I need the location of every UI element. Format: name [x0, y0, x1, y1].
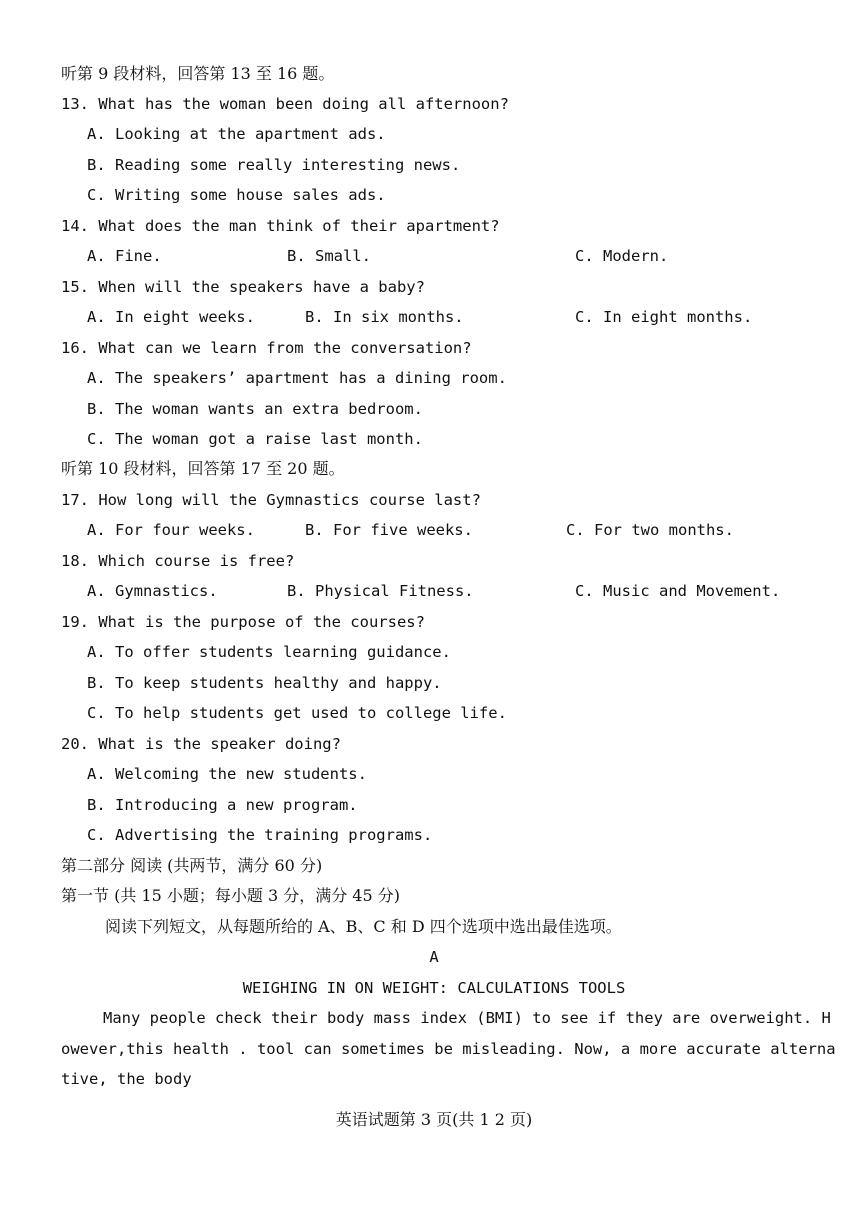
question-20-option-b: B. Introducing a new program. — [87, 796, 358, 814]
question-20-stem: 20. What is the speaker doing? — [61, 735, 341, 753]
passage-line-2: owever,this health . tool can sometimes be misleading. Now, a more accurate alterna — [61, 1040, 836, 1058]
question-16-stem: 16. What can we learn from the conversation? — [61, 339, 472, 357]
question-14-stem: 14. What does the man think of their apartment? — [61, 217, 500, 235]
question-15-option-b: B. In six months. — [305, 308, 464, 326]
reading-instructions: 阅读下列短文，从每题所给的 A、B、C 和 D 四个选项中选出最佳选项。 — [105, 917, 622, 936]
question-16-option-c: C. The woman got a raise last month. — [87, 430, 423, 448]
question-20-option-a: A. Welcoming the new students. — [87, 765, 367, 783]
question-17-option-a: A. For four weeks. — [87, 521, 255, 539]
section-10-header: 听第 10 段材料，回答第 17 至 20 题。 — [61, 459, 345, 478]
question-19-option-c: C. To help students get used to college life. — [87, 704, 507, 722]
question-16-option-b: B. The woman wants an extra bedroom. — [87, 400, 423, 418]
question-19-option-a: A. To offer students learning guidance. — [87, 643, 451, 661]
question-17-option-b: B. For five weeks. — [305, 521, 473, 539]
question-18-option-a: A. Gymnastics. — [87, 582, 218, 600]
question-14-option-b: B. Small. — [287, 247, 371, 265]
question-13-option-a: A. Looking at the apartment ads. — [87, 125, 386, 143]
part-2-header: 第二部分 阅读 (共两节，满分 60 分) — [61, 856, 323, 875]
question-18-option-b: B. Physical Fitness. — [287, 582, 474, 600]
question-15-option-a: A. In eight weeks. — [87, 308, 255, 326]
passage-letter: A — [429, 948, 439, 966]
question-15-option-c: C. In eight months. — [575, 308, 753, 326]
question-19-stem: 19. What is the purpose of the courses? — [61, 613, 425, 631]
passage-line-3: tive, the body — [61, 1070, 192, 1088]
question-20-option-c: C. Advertising the training programs. — [87, 826, 433, 844]
passage-line-1: Many people check their body mass index (BMI) to see if they are overweight. H — [103, 1009, 831, 1027]
question-17-stem: 17. How long will the Gymnastics course last? — [61, 491, 481, 509]
question-18-stem: 18. Which course is free? — [61, 552, 295, 570]
question-14-option-a: A. Fine. — [87, 247, 162, 265]
question-15-stem: 15. When will the speakers have a baby? — [61, 278, 425, 296]
question-16-option-a: A. The speakers’ apartment has a dining room. — [87, 369, 507, 387]
section-1-header: 第一节 (共 15 小题；每小题 3 分，满分 45 分) — [61, 886, 400, 905]
question-19-option-b: B. To keep students healthy and happy. — [87, 674, 442, 692]
question-18-option-c: C. Music and Movement. — [575, 582, 781, 600]
page-footer: 英语试题第 3 页(共 1 2 页) — [335, 1110, 533, 1129]
question-14-option-c: C. Modern. — [575, 247, 669, 265]
question-17-option-c: C. For two months. — [566, 521, 734, 539]
question-13-stem: 13. What has the woman been doing all afternoon? — [61, 95, 509, 113]
question-13-option-c: C. Writing some house sales ads. — [87, 186, 386, 204]
section-9-header: 听第 9 段材料，回答第 13 至 16 题。 — [61, 64, 335, 83]
question-13-option-b: B. Reading some really interesting news. — [87, 156, 461, 174]
passage-title: WEIGHING IN ON WEIGHT: CALCULATIONS TOOLS — [242, 979, 626, 997]
